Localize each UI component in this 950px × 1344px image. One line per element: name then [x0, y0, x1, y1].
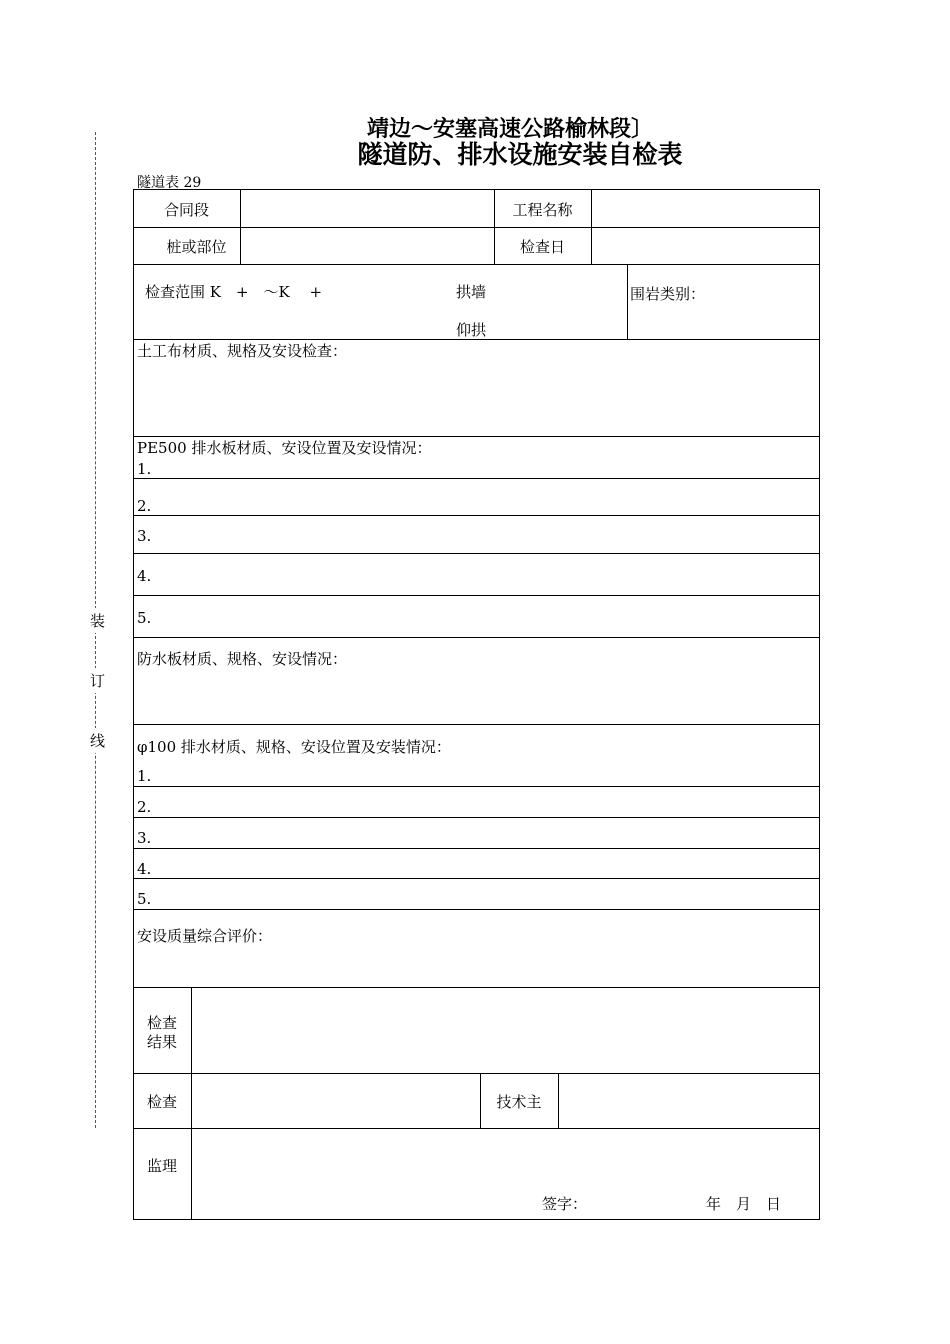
pe500-item: 2.: [137, 497, 152, 515]
pe500-item: 1.: [137, 460, 152, 478]
date-label: 年 月 日: [706, 1195, 782, 1213]
pipe100-item: 1.: [137, 767, 152, 785]
row-divider: [133, 339, 820, 340]
result-label-line2: 结果: [146, 1033, 177, 1051]
pipe100-item: 4.: [137, 860, 152, 878]
pipe100-item: 3.: [137, 829, 152, 847]
invert-label: 仰拱: [456, 321, 487, 339]
inspection-range-label: 检查范围 K + ～K +: [145, 283, 323, 301]
arch-wall-label: 拱墙: [456, 283, 487, 301]
row-divider: [133, 553, 820, 554]
station-label: 桩或部位: [166, 238, 227, 256]
overall-evaluation-label: 安设质量综合评价：: [137, 927, 273, 945]
row-divider: [133, 786, 820, 787]
form-number: 隧道表 29: [137, 175, 202, 191]
row-divider: [133, 595, 820, 596]
col-divider: [627, 264, 628, 339]
row-divider: [133, 848, 820, 849]
result-label-line1: 检查: [146, 1014, 177, 1032]
pe500-section-label: PE500 排水板材质、安设位置及安设情况：: [137, 439, 432, 457]
row-divider: [133, 637, 820, 638]
project-name-value-field[interactable]: [595, 193, 816, 223]
row-divider: [133, 515, 820, 516]
contract-label: 合同段: [163, 201, 209, 219]
station-value-field[interactable]: [244, 231, 490, 261]
binding-char-zhuang: 装: [90, 608, 105, 633]
waterproof-section-label: 防水板材质、规格、安设情况：: [137, 650, 348, 668]
row-divider: [133, 1128, 820, 1129]
col-divider: [591, 189, 592, 264]
row-divider: [133, 478, 820, 479]
row-divider: [133, 878, 820, 879]
signature-label: 签字：: [542, 1195, 588, 1213]
col-divider: [558, 1073, 559, 1128]
row-divider: [133, 1073, 820, 1074]
check-date-value-field[interactable]: [595, 231, 816, 261]
row-divider: [133, 724, 820, 725]
row-divider: [133, 987, 820, 988]
pipe100-section-label: φ100 排水材质、规格、安设位置及安装情况：: [137, 738, 451, 756]
pipe100-item: 5.: [137, 890, 152, 908]
project-name-label: 工程名称: [512, 201, 573, 219]
row-divider: [133, 909, 820, 910]
binding-char-xian: 线: [90, 728, 105, 753]
row-divider: [133, 436, 820, 437]
pe500-item: 3.: [137, 527, 152, 545]
pipe100-item: 2.: [137, 798, 152, 816]
page-title-line1: 靖边～安塞高速公路榆林段〕: [366, 117, 653, 142]
check-date-label: 检查日: [519, 238, 565, 256]
pe500-item: 4.: [137, 567, 152, 585]
rock-class-label: 围岩类别：: [630, 285, 706, 303]
contract-value-field[interactable]: [244, 193, 490, 223]
supervisor-label: 监理: [146, 1157, 177, 1175]
page-title-line2: 隧道防、排水设施安装自检表: [357, 140, 683, 169]
row-divider: [133, 817, 820, 818]
pe500-item: 5.: [137, 609, 152, 627]
binding-char-ding: 订: [90, 668, 105, 693]
row-divider: [133, 264, 820, 265]
col-divider: [191, 987, 192, 1220]
row-divider: [133, 227, 820, 228]
tech-lead-label: 技术主: [496, 1093, 542, 1111]
inspector-label: 检查: [146, 1093, 177, 1111]
geotextile-section-label: 土工布材质、规格及安设检查：: [137, 342, 348, 360]
